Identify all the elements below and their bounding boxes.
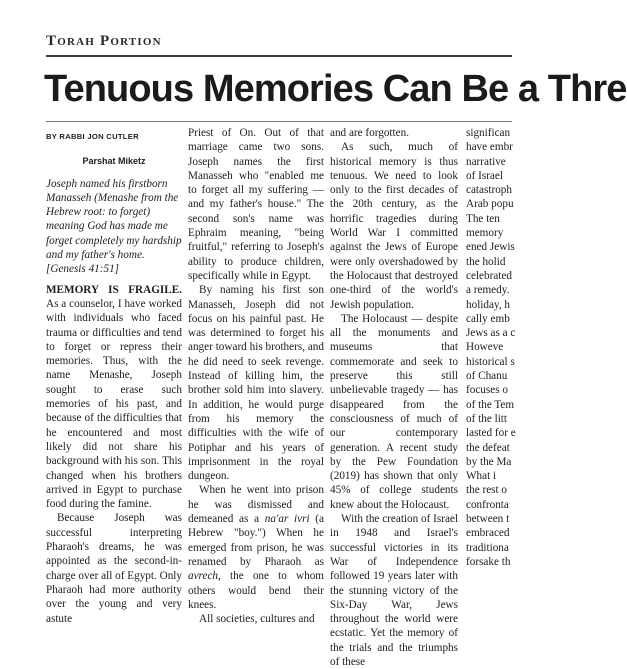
column-line: Jews as a c <box>466 327 516 340</box>
column-line: of the litt <box>466 412 508 425</box>
headline: Tenuous Memories Can Be a Thre <box>44 68 627 110</box>
column-line: cally emb <box>466 312 510 325</box>
paragraph: All societies, cultures and <box>199 613 315 626</box>
column-line: the defeat <box>466 441 510 454</box>
column-line: embraced <box>466 527 510 540</box>
column-line: by the Ma <box>466 455 512 468</box>
column-line: What i <box>466 470 497 483</box>
column-line: the rest o <box>466 484 508 497</box>
column-line: The ten <box>466 212 500 225</box>
paragraph: Priest of On. Out of that marriage came two sons. Joseph names the first Manasseh who "enabled me to forget all my suffering — and my father's house." The second son's name was Ephraim meaning, "being fruitful," referring to Joseph's ability to produce children, specifically while in Egypt. <box>188 127 324 282</box>
article-column-3 <box>330 126 458 668</box>
column-line: focuses o <box>466 384 508 397</box>
column-line: Arab popu <box>466 198 514 211</box>
paragraph: Because Joseph was successful interpreting Pharaoh's dreams, he was appointed as the second-in-charge over all of Egypt. Only Pharaoh had more authority over the young and very astute <box>46 512 182 625</box>
column-line: historical s <box>466 355 515 368</box>
column-line: traditiona <box>466 541 509 554</box>
column-line: catastroph <box>466 184 512 197</box>
column-line: lasted for e <box>466 427 516 440</box>
column-line: of Israel <box>466 169 503 182</box>
column-line: confronta <box>466 498 509 511</box>
article-column-1 <box>46 126 182 625</box>
article-column-4-cropped <box>466 126 516 568</box>
article-column-2 <box>188 126 324 626</box>
paragraph-text: As a counselor, I have worked with individuals who faced trauma or difficulties and tend to forget or repress their memories. Thus, with the name Menashe, Joseph sought to erase such memories of his past, and because of the difficulties that he encountered and most likely did not share his background with his son. This changed when his brothers arrived in Egypt to purchase food during the famine. <box>46 297 182 511</box>
paragraph: The Holocaust — despite all the monuments and museums that commemorate and seek to preserve this still unbelievable tragedy — has disappeared from the consciousness of much of our contemporary generation. A recent study by the Pew Foundation (2019) has shown that only 45% of college students knew about the Holocaust. <box>330 312 458 511</box>
paragraph: With the creation of Israel in 1948 and Israel's successful victories in its War of Independence followed 19 years later with the stunning victory of the Six-Day War, Jews throughout the world were ecstatic. Yet the memory of the trials and the triumphs of these <box>330 513 458 668</box>
parsha-title: Parshat Miketz <box>82 156 146 167</box>
column-line: of the Tem <box>466 398 515 411</box>
column-line: of Chanu <box>466 370 508 383</box>
epigraph: Joseph named his firstborn Manasseh (Menashe from the Hebrew root: to forget) meaning God has made me forget completely my hardship and my father's home. [Genesis 41:51] <box>46 177 182 276</box>
column-line: Howeve <box>466 341 504 354</box>
paragraph: As such, much of historical memory is thus tenuous. We need to look only to the first decades of the 20th century, as the horrific tragedies during World War I committed against the Jews of Europe were only overshadowed by the Holocaust that destroyed one-third of the world's Jewish population. <box>330 141 458 311</box>
column-line: between t <box>466 513 510 526</box>
column-line: memory <box>466 227 504 240</box>
column-line: have embr <box>466 141 513 154</box>
lead-in: MEMORY IS FRAGILE. <box>46 283 182 296</box>
column-line: forsake th <box>466 555 511 568</box>
hebrew-term: avrech <box>188 570 219 583</box>
section-label: Torah Portion <box>46 33 162 49</box>
paragraph-text: , the one to whom others would bend their knees. <box>188 570 324 611</box>
paragraph <box>188 483 324 612</box>
byline: BY RABBI JON CUTLER <box>46 132 139 141</box>
hebrew-term: na'ar ivri <box>264 513 310 526</box>
paragraph: and are forgotten. <box>330 127 410 139</box>
headline-rule <box>46 121 512 122</box>
paragraph: By naming his first son Manasseh, Joseph did not focus on his painful past. He was determined to forget his anger toward his brothers, and he did need to seek revenge. Instead of killing him, the brother sold him into slavery. In addition, he would purge from his memory the difficulties with the wife of Potiphar and his years of imprisonment in the royal dungeon. <box>188 284 324 483</box>
column-line: significan <box>466 127 511 139</box>
paragraph-text: When he went into prison he was dismissed and demeaned as a <box>188 484 324 526</box>
column-line: holiday, h <box>466 298 511 311</box>
column-line: a remedy. <box>466 284 510 297</box>
column-line: ened Jewis <box>466 241 515 254</box>
column-line: the holid <box>466 255 506 268</box>
column-line: celebrated <box>466 269 512 282</box>
top-rule <box>46 55 512 57</box>
column-line: narrative <box>466 155 506 168</box>
paragraph-text: (a Hebrew "boy.") When he emerged from prison, he was renamed by Pharaoh as <box>188 513 324 568</box>
paragraph <box>46 283 182 512</box>
